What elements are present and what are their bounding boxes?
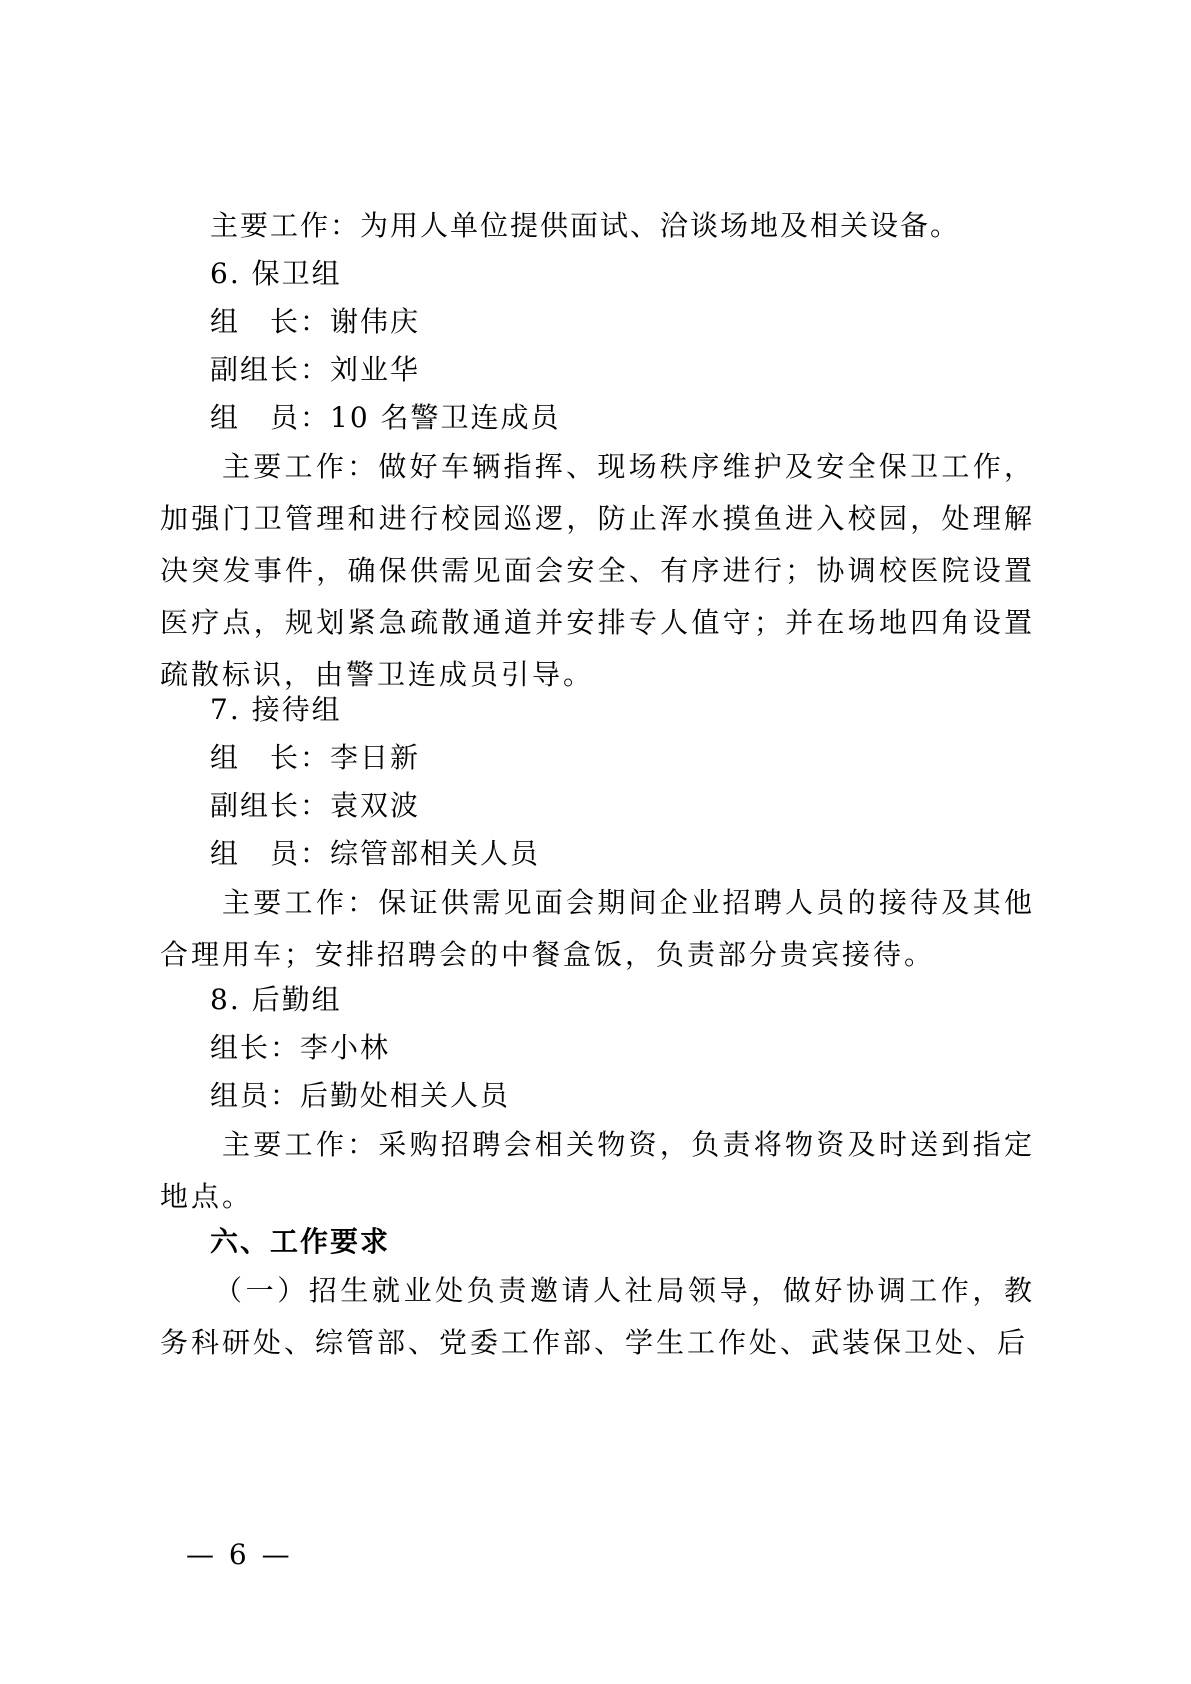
logistics-work-paragraph: 主要工作：采购招聘会相关物资，负责将物资及时送到指定地点。	[160, 1128, 1035, 1213]
page-number: — 6 —	[186, 1538, 293, 1571]
requirements-item-1: （一）招生就业处负责邀请人社局领导，做好协调工作，教务科研处、综管部、党委工作部、学生工作处、武装保卫处、后	[160, 1274, 1035, 1359]
logistics-leader: 组长：李小林	[210, 1031, 391, 1064]
reception-members: 组 员：综管部相关人员	[210, 837, 541, 870]
logistics-members: 组员：后勤处相关人员	[210, 1079, 511, 1112]
reception-deputy: 副组长：袁双波	[210, 789, 421, 822]
security-work-paragraph: 主要工作：做好车辆指挥、现场秩序维护及安全保卫工作，加强门卫管理和进行校园巡逻，防止浑水摸鱼进入校园，处理解决突发事件，确保供需见面会安全、有序进行；协调校医院设置医疗点，规划紧急疏散通道并安排专人值守；并在场地四角设置疏散标识，由警卫连成员引导。	[160, 450, 1035, 691]
work-line-venue: 主要工作：为用人单位提供面试、洽谈场地及相关设备。	[210, 209, 961, 242]
security-members: 组 员：10 名警卫连成员	[210, 401, 561, 434]
security-leader: 组 长：谢伟庆	[210, 305, 421, 338]
reception-work-paragraph: 主要工作：保证供需见面会期间企业招聘人员的接待及其他合理用车；安排招聘会的中餐盒饭，负责部分贵宾接待。	[160, 886, 1035, 971]
security-deputy: 副组长：刘业华	[210, 353, 421, 386]
section-title-security: 6. 保卫组	[210, 257, 342, 290]
section-title-reception: 7. 接待组	[210, 693, 342, 726]
section-title-logistics: 8. 后勤组	[210, 983, 342, 1016]
reception-leader: 组 长：李日新	[210, 741, 421, 774]
chapter-heading-work-requirements: 六、工作要求	[210, 1225, 391, 1258]
